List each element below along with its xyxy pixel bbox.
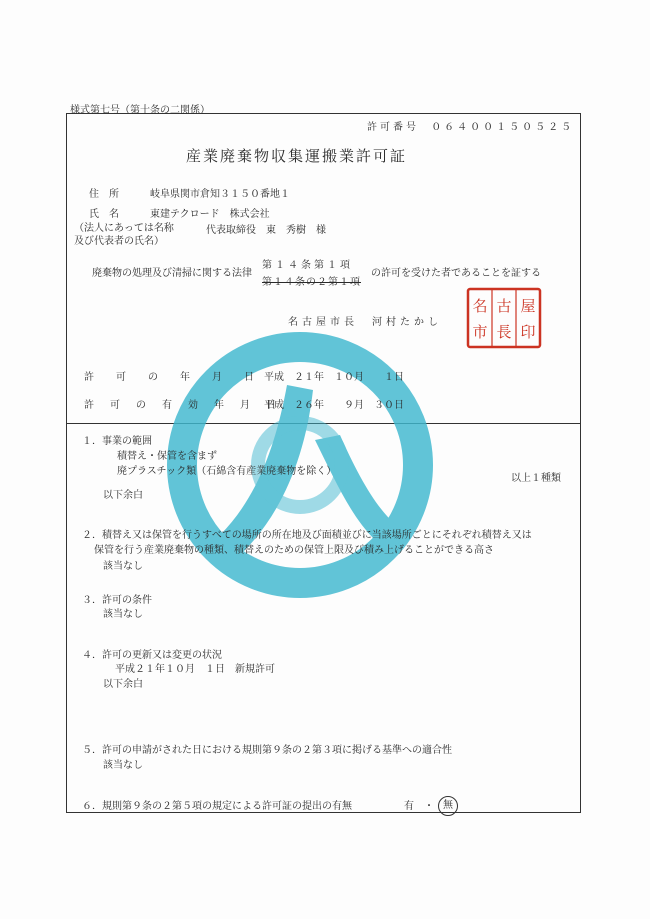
section-1-count: 以上１種類 [511, 473, 561, 484]
permit-date: 平成 ２１年 １０月 １日 [264, 372, 404, 383]
law-article-active: 第１４条第１項 [262, 260, 353, 271]
law-article-struck: 第１４条の２第１項 [262, 277, 361, 288]
mayor-name: 名古屋市長 河村たかし [288, 317, 442, 328]
section-5-body: 該当なし [103, 760, 143, 771]
valid-date-label: 許 可 の 有 効 年 月 日 [84, 400, 279, 411]
permit-number-value: ０６４００１５０５２５ [431, 122, 575, 133]
address-value: 岐阜県関市倉知３１５０番地１ [150, 189, 290, 200]
section-6-yes: 有 [404, 801, 414, 812]
permit-date-label: 許 可 の 年 月 日 [84, 372, 260, 383]
svg-text:市: 市 [472, 323, 488, 341]
section-1-line-2: 廃プラスチック類（石綿含有産業廃棄物を除く） [117, 466, 337, 477]
section-6-no: 無 [438, 796, 458, 816]
svg-text:屋: 屋 [520, 297, 536, 315]
section-5-title: ５．許可の申請がされた日における規則第９条の２第３項に掲げる基準への適合性 [82, 745, 452, 756]
name-label: 氏 名 [89, 209, 119, 220]
section-1-title: １．事業の範囲 [82, 436, 152, 447]
section-6-no-circled [438, 793, 458, 816]
svg-text:名: 名 [472, 297, 488, 315]
section-6-separator: ・ [424, 801, 434, 812]
law-suffix: の許可を受けた者であることを証する [371, 268, 541, 279]
certificate-title: 産業廃棄物収集運搬業許可証 [186, 147, 408, 165]
svg-text:印: 印 [520, 323, 536, 341]
section-1-line-1: 積替え・保管を含まず [117, 451, 217, 462]
corp-note-2: 及び代表者の氏名） [74, 236, 164, 247]
valid-date: 平成 ２６年 ９月 ３０日 [264, 400, 404, 411]
svg-text:古: 古 [496, 297, 512, 315]
section-2-title-line-2: 保管を行う産業廃棄物の種類、積替えのための保管上限及び積み上げることができる高さ [94, 545, 494, 556]
representative: 代表取締役 東 秀樹 様 [206, 225, 326, 236]
section-4-title: ４．許可の更新又は変更の状況 [82, 650, 222, 661]
permit-number [367, 118, 574, 133]
form-label: 様式第七号（第十条の二関係） [70, 105, 210, 116]
permit-number-label: 許可番号 [367, 122, 419, 133]
svg-text:長: 長 [496, 323, 512, 341]
corp-note-1: （法人にあっては名称 [74, 223, 174, 234]
section-2-body: 該当なし [103, 561, 143, 572]
law-prefix: 廃棄物の処理及び清掃に関する法律 [92, 268, 252, 279]
section-2-title-line-1: ２．積替え又は保管を行うすべての場所の所在地及び面積並びに当該場所ごとにそれぞれ積替え又は [82, 530, 532, 541]
official-seal [466, 287, 542, 349]
section-3-title: ３．許可の条件 [82, 595, 152, 606]
address-label: 住 所 [89, 189, 119, 200]
section-6-title: ６．規則第９条の２第５項の規定による許可証の提出の有無 [82, 801, 352, 812]
company-name: 東建テクロード 株式会社 [150, 209, 270, 220]
section-4-body: 平成２１年１０月 １日 新規許可 [115, 664, 275, 675]
section-4-rest: 以下余白 [103, 679, 143, 690]
section-1-rest: 以下余白 [103, 490, 143, 501]
section-3-body: 該当なし [103, 609, 143, 620]
